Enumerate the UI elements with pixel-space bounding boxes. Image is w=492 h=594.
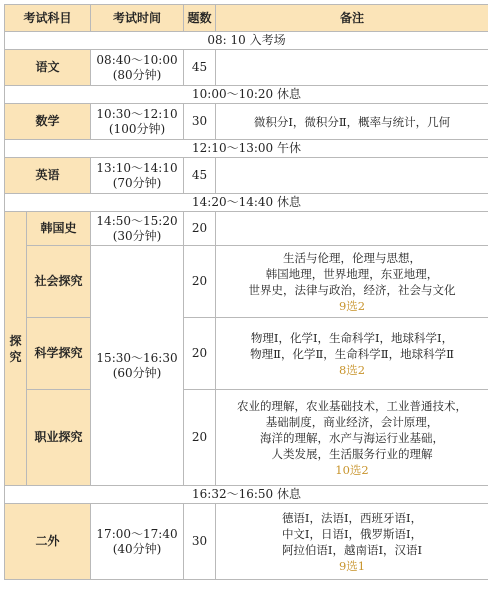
- note-history: [216, 212, 488, 246]
- time-duration: (70分钟): [112, 175, 162, 190]
- subject-history: 韩国史: [27, 212, 91, 246]
- time-range: 14:50～15:20: [96, 213, 178, 228]
- group-char: 究: [9, 349, 22, 364]
- time-math: [91, 104, 184, 140]
- time-english: [91, 158, 184, 194]
- note-line: 物理Ⅱ，化学Ⅱ，生命科学Ⅱ，地球科学Ⅱ: [250, 346, 454, 361]
- note-social: [216, 246, 488, 318]
- break-row: [5, 86, 489, 104]
- time-duration: (40分钟): [112, 541, 162, 556]
- note-line: 生活与伦理，伦理与思想，: [283, 250, 422, 265]
- header-note: 备注: [216, 5, 488, 32]
- note-vocational: [216, 390, 488, 486]
- subject-social: 社会探究: [27, 246, 91, 318]
- table-row-korean: [5, 50, 489, 86]
- time-duration: (80分钟): [112, 67, 162, 82]
- time-duration: (30分钟): [112, 228, 162, 243]
- table-row-english: [5, 158, 489, 194]
- header-subject: 考试科目: [5, 5, 91, 32]
- count-vocational: 20: [184, 390, 216, 486]
- note-math: 微积分Ⅰ，微积分Ⅱ，概率与统计，几何: [216, 104, 488, 140]
- note-line: 阿拉伯语Ⅰ，越南语Ⅰ，汉语Ⅰ: [281, 542, 423, 557]
- break-time: 16:32～16:50 休息: [5, 486, 489, 504]
- group-char: 探: [9, 333, 22, 348]
- subject-korean: 语文: [5, 50, 91, 86]
- table-row-science: [5, 318, 489, 390]
- time-range: 13:10～14:10: [96, 160, 178, 175]
- break-time: 10:00～10:20 休息: [5, 86, 489, 104]
- note-science: [216, 318, 488, 390]
- note-line: 人类发展，生活服务行业的理解: [271, 446, 433, 461]
- time-inquiry: [91, 246, 184, 486]
- subject-second-language: 二外: [5, 504, 91, 580]
- note-line: 农业的理解，农业基础技术，工业普通技术，: [237, 398, 468, 413]
- note-line: 德语Ⅰ，法语Ⅰ，西班牙语Ⅰ，: [281, 510, 423, 525]
- subject-vocational: 职业探究: [27, 390, 91, 486]
- exam-schedule: [4, 4, 488, 592]
- table-row-second-language: [5, 504, 489, 580]
- note-line: 基础制度，商业经济，会计原理，: [265, 414, 439, 429]
- break-time: 14:20～14:40 休息: [5, 194, 489, 212]
- table-row-history: [5, 212, 489, 246]
- time-range: 08:40～10:00: [96, 52, 178, 67]
- table-row-vocational: [5, 390, 489, 486]
- time-duration: (60分钟): [112, 365, 162, 380]
- subject-english: 英语: [5, 158, 91, 194]
- note-line: 世界史，法律与政治，经济，社会与文化: [248, 282, 456, 297]
- time-duration: (100分钟): [108, 121, 166, 136]
- inquiry-group-label: [5, 212, 27, 486]
- pick-rule: 9选1: [338, 558, 366, 573]
- time-history: [91, 212, 184, 246]
- lunch-time: 12:10～13:00 午休: [5, 140, 489, 158]
- break-row: [5, 194, 489, 212]
- note-line: 海洋的理解，水产与海运行业基础，: [260, 430, 445, 445]
- count-history: 20: [184, 212, 216, 246]
- subject-math: 数学: [5, 104, 91, 140]
- time-range: 17:00～17:40: [96, 526, 178, 541]
- count-second-language: 30: [184, 504, 216, 580]
- pick-rule: 10选2: [335, 462, 369, 477]
- note-second-language: [216, 504, 488, 580]
- header-count: 题数: [184, 5, 216, 32]
- entry-row: [5, 32, 489, 50]
- count-social: 20: [184, 246, 216, 318]
- table-row-math: [5, 104, 489, 140]
- pick-rule: 8选2: [338, 362, 366, 377]
- break-row: [5, 486, 489, 504]
- table-header-row: [5, 5, 489, 32]
- table-row-social: [5, 246, 489, 318]
- count-science: 20: [184, 318, 216, 390]
- lunch-row: [5, 140, 489, 158]
- note-line: 韩国地理，世界地理，东亚地理，: [265, 266, 439, 281]
- entry-time: 08: 10 入考场: [5, 32, 489, 50]
- time-korean: [91, 50, 184, 86]
- subject-science: 科学探究: [27, 318, 91, 390]
- time-range: 10:30～12:10: [96, 106, 178, 121]
- time-second-language: [91, 504, 184, 580]
- time-range: 15:30～16:30: [96, 350, 178, 365]
- note-line: 物理Ⅰ，化学Ⅰ，生命科学Ⅰ，地球科学Ⅰ，: [250, 330, 454, 345]
- note-english: [216, 158, 488, 194]
- header-time: 考试时间: [91, 5, 184, 32]
- count-english: 45: [184, 158, 216, 194]
- count-math: 30: [184, 104, 216, 140]
- note-korean: [216, 50, 488, 86]
- note-line: 中文Ⅰ，日语Ⅰ，俄罗斯语Ⅰ，: [281, 526, 423, 541]
- count-korean: 45: [184, 50, 216, 86]
- pick-rule: 9选2: [338, 298, 366, 313]
- exam-schedule-table: [4, 4, 488, 580]
